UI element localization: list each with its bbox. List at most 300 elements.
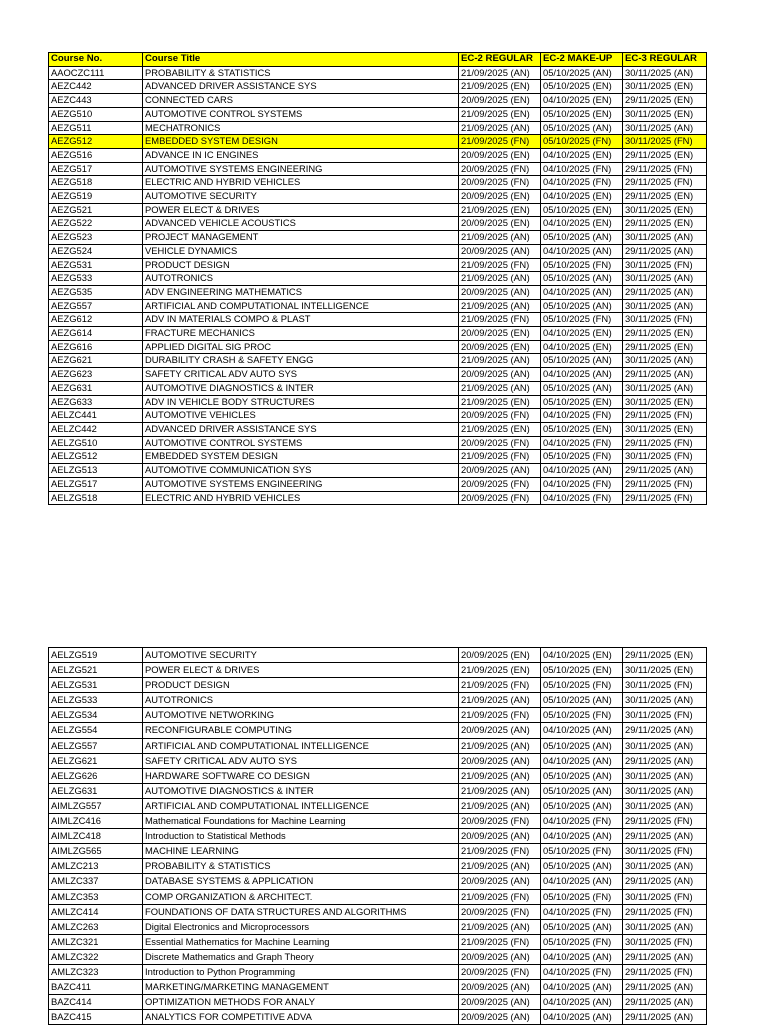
- header-ec2-regular: EC-2 REGULAR: [459, 53, 541, 67]
- course-title-cell: AUTOTRONICS: [143, 693, 459, 708]
- course-title-cell: AUTOMOTIVE COMMUNICATION SYS: [143, 464, 459, 478]
- course-no-cell: AEZG557: [49, 299, 143, 313]
- ec2-makeup-cell: 04/10/2025 (AN): [541, 980, 623, 995]
- ec2-makeup-cell: 04/10/2025 (FN): [541, 162, 623, 176]
- ec2-regular-cell: 21/09/2025 (AN): [459, 299, 541, 313]
- course-no-cell: BAZC411: [49, 980, 143, 995]
- ec2-makeup-cell: 05/10/2025 (AN): [541, 859, 623, 874]
- course-no-cell: AEZG612: [49, 313, 143, 327]
- course-title-cell: ADVANCED DRIVER ASSISTANCE SYS: [143, 422, 459, 436]
- ec2-makeup-cell: 04/10/2025 (AN): [541, 244, 623, 258]
- ec2-regular-cell: 20/09/2025 (EN): [459, 327, 541, 341]
- ec2-makeup-cell: 05/10/2025 (AN): [541, 919, 623, 934]
- ec3-regular-cell: 30/11/2025 (AN): [623, 768, 707, 783]
- ec2-regular-cell: 20/09/2025 (AN): [459, 753, 541, 768]
- ec3-regular-cell: 29/11/2025 (AN): [623, 464, 707, 478]
- course-no-cell: AEZG621: [49, 354, 143, 368]
- course-title-cell: Introduction to Python Programming: [143, 964, 459, 979]
- course-no-cell: AIMLZC418: [49, 829, 143, 844]
- course-title-cell: AUTOMOTIVE SYSTEMS ENGINEERING: [143, 477, 459, 491]
- course-no-cell: AELZG554: [49, 723, 143, 738]
- ec2-makeup-cell: 05/10/2025 (AN): [541, 768, 623, 783]
- course-no-cell: AEZG616: [49, 340, 143, 354]
- table-row: [49, 829, 707, 844]
- ec2-regular-cell: 21/09/2025 (EN): [459, 203, 541, 217]
- ec3-regular-cell: 29/11/2025 (FN): [623, 964, 707, 979]
- ec2-makeup-cell: 04/10/2025 (AN): [541, 285, 623, 299]
- ec2-regular-cell: 21/09/2025 (FN): [459, 889, 541, 904]
- table-row: [49, 272, 707, 286]
- ec2-regular-cell: 21/09/2025 (FN): [459, 678, 541, 693]
- ec3-regular-cell: 29/11/2025 (AN): [623, 980, 707, 995]
- ec2-regular-cell: 20/09/2025 (EN): [459, 217, 541, 231]
- ec2-regular-cell: 21/09/2025 (EN): [459, 422, 541, 436]
- course-no-cell: AELZG557: [49, 738, 143, 753]
- ec2-regular-cell: 21/09/2025 (FN): [459, 135, 541, 149]
- ec2-regular-cell: 21/09/2025 (FN): [459, 258, 541, 272]
- ec2-regular-cell: 21/09/2025 (FN): [459, 934, 541, 949]
- course-title-cell: FRACTURE MECHANICS: [143, 327, 459, 341]
- ec2-makeup-cell: 04/10/2025 (AN): [541, 723, 623, 738]
- table-row: [49, 814, 707, 829]
- course-title-cell: ADV ENGINEERING MATHEMATICS: [143, 285, 459, 299]
- course-no-cell: AELZC442: [49, 422, 143, 436]
- ec2-makeup-cell: 05/10/2025 (AN): [541, 693, 623, 708]
- course-title-cell: ADVANCED DRIVER ASSISTANCE SYS: [143, 80, 459, 94]
- ec2-makeup-cell: 04/10/2025 (AN): [541, 464, 623, 478]
- table-row: [49, 107, 707, 121]
- ec2-makeup-cell: 05/10/2025 (FN): [541, 708, 623, 723]
- ec2-regular-cell: 20/09/2025 (AN): [459, 285, 541, 299]
- ec2-makeup-cell: 05/10/2025 (EN): [541, 422, 623, 436]
- course-no-cell: AEZG524: [49, 244, 143, 258]
- ec3-regular-cell: 29/11/2025 (EN): [623, 94, 707, 108]
- table-row: [49, 693, 707, 708]
- ec3-regular-cell: 30/11/2025 (AN): [623, 738, 707, 753]
- header-row: [49, 53, 707, 67]
- table-row: [49, 94, 707, 108]
- ec2-makeup-cell: 05/10/2025 (FN): [541, 889, 623, 904]
- course-no-cell: AEZC443: [49, 94, 143, 108]
- ec2-regular-cell: 20/09/2025 (AN): [459, 723, 541, 738]
- table-row: [49, 798, 707, 813]
- table-1-body: [49, 66, 707, 505]
- course-no-cell: AEZG535: [49, 285, 143, 299]
- ec2-regular-cell: 20/09/2025 (EN): [459, 340, 541, 354]
- ec3-regular-cell: 30/11/2025 (EN): [623, 422, 707, 436]
- ec2-makeup-cell: 05/10/2025 (AN): [541, 783, 623, 798]
- ec3-regular-cell: 30/11/2025 (FN): [623, 889, 707, 904]
- ec2-regular-cell: 21/09/2025 (FN): [459, 450, 541, 464]
- course-title-cell: ELECTRIC AND HYBRID VEHICLES: [143, 491, 459, 505]
- ec2-regular-cell: 20/09/2025 (AN): [459, 995, 541, 1010]
- ec3-regular-cell: 29/11/2025 (FN): [623, 477, 707, 491]
- course-no-cell: AELZG519: [49, 648, 143, 663]
- ec3-regular-cell: 30/11/2025 (AN): [623, 693, 707, 708]
- table-2-body: [49, 648, 707, 1025]
- course-no-cell: AMLZC323: [49, 964, 143, 979]
- table-row: [49, 477, 707, 491]
- course-no-cell: AEZG511: [49, 121, 143, 135]
- table-row: [49, 663, 707, 678]
- ec3-regular-cell: 29/11/2025 (AN): [623, 995, 707, 1010]
- ec2-makeup-cell: 05/10/2025 (AN): [541, 66, 623, 80]
- ec3-regular-cell: 29/11/2025 (AN): [623, 874, 707, 889]
- ec2-regular-cell: 20/09/2025 (EN): [459, 94, 541, 108]
- ec2-regular-cell: 20/09/2025 (FN): [459, 436, 541, 450]
- ec2-regular-cell: 20/09/2025 (FN): [459, 176, 541, 190]
- ec2-makeup-cell: 04/10/2025 (FN): [541, 814, 623, 829]
- course-title-cell: ANALYTICS FOR COMPETITIVE ADVA: [143, 1010, 459, 1025]
- table-row: [49, 381, 707, 395]
- table-row: [49, 258, 707, 272]
- ec2-makeup-cell: 05/10/2025 (EN): [541, 203, 623, 217]
- ec3-regular-cell: 29/11/2025 (AN): [623, 753, 707, 768]
- course-no-cell: AEZG623: [49, 368, 143, 382]
- course-title-cell: PRODUCT DESIGN: [143, 258, 459, 272]
- ec2-makeup-cell: 04/10/2025 (AN): [541, 995, 623, 1010]
- ec3-regular-cell: 29/11/2025 (AN): [623, 244, 707, 258]
- ec2-regular-cell: 20/09/2025 (AN): [459, 1010, 541, 1025]
- ec3-regular-cell: 30/11/2025 (FN): [623, 258, 707, 272]
- ec3-regular-cell: 29/11/2025 (EN): [623, 217, 707, 231]
- course-no-cell: AELZG621: [49, 753, 143, 768]
- course-no-cell: AMLZC321: [49, 934, 143, 949]
- ec3-regular-cell: 30/11/2025 (EN): [623, 395, 707, 409]
- ec3-regular-cell: 29/11/2025 (FN): [623, 162, 707, 176]
- course-no-cell: AEZG516: [49, 148, 143, 162]
- header-ec3-regular: EC-3 REGULAR: [623, 53, 707, 67]
- course-title-cell: DATABASE SYSTEMS & APPLICATION: [143, 874, 459, 889]
- ec2-regular-cell: 20/09/2025 (FN): [459, 964, 541, 979]
- ec2-regular-cell: 20/09/2025 (AN): [459, 980, 541, 995]
- ec2-makeup-cell: 04/10/2025 (EN): [541, 648, 623, 663]
- ec3-regular-cell: 30/11/2025 (FN): [623, 678, 707, 693]
- course-no-cell: AIMLZG565: [49, 844, 143, 859]
- course-title-cell: AUTOMOTIVE DIAGNOSTICS & INTER: [143, 381, 459, 395]
- course-no-cell: AMLZC353: [49, 889, 143, 904]
- table-row: [49, 874, 707, 889]
- course-no-cell: AEZG517: [49, 162, 143, 176]
- table-row: [49, 190, 707, 204]
- ec2-makeup-cell: 04/10/2025 (EN): [541, 94, 623, 108]
- table-row: [49, 217, 707, 231]
- ec2-regular-cell: 20/09/2025 (FN): [459, 477, 541, 491]
- ec2-regular-cell: 21/09/2025 (AN): [459, 272, 541, 286]
- ec3-regular-cell: 30/11/2025 (AN): [623, 121, 707, 135]
- ec2-makeup-cell: 04/10/2025 (FN): [541, 904, 623, 919]
- table-row: [49, 327, 707, 341]
- ec2-regular-cell: 21/09/2025 (EN): [459, 663, 541, 678]
- course-title-cell: AUTOMOTIVE CONTROL SYSTEMS: [143, 436, 459, 450]
- table-row: [49, 244, 707, 258]
- table-row: [49, 450, 707, 464]
- course-title-cell: ELECTRIC AND HYBRID VEHICLES: [143, 176, 459, 190]
- course-no-cell: AELZG512: [49, 450, 143, 464]
- table-row: [49, 753, 707, 768]
- ec2-regular-cell: 21/09/2025 (AN): [459, 354, 541, 368]
- ec2-regular-cell: 21/09/2025 (FN): [459, 313, 541, 327]
- table-row: [49, 299, 707, 313]
- course-title-cell: AUTOMOTIVE NETWORKING: [143, 708, 459, 723]
- course-title-cell: FOUNDATIONS OF DATA STRUCTURES AND ALGORITHMS: [143, 904, 459, 919]
- ec2-makeup-cell: 05/10/2025 (AN): [541, 121, 623, 135]
- course-no-cell: AIMLZG557: [49, 798, 143, 813]
- ec3-regular-cell: 29/11/2025 (EN): [623, 327, 707, 341]
- ec2-regular-cell: 20/09/2025 (EN): [459, 190, 541, 204]
- course-no-cell: AMLZC322: [49, 949, 143, 964]
- ec2-regular-cell: 21/09/2025 (AN): [459, 859, 541, 874]
- header-ec2-makeup: EC-2 MAKE-UP: [541, 53, 623, 67]
- ec2-makeup-cell: 05/10/2025 (FN): [541, 258, 623, 272]
- course-title-cell: DURABILITY CRASH & SAFETY ENGG: [143, 354, 459, 368]
- ec2-makeup-cell: 04/10/2025 (FN): [541, 964, 623, 979]
- course-no-cell: AEZC442: [49, 80, 143, 94]
- ec2-makeup-cell: 04/10/2025 (EN): [541, 148, 623, 162]
- ec3-regular-cell: 30/11/2025 (AN): [623, 919, 707, 934]
- ec2-regular-cell: 20/09/2025 (AN): [459, 874, 541, 889]
- course-no-cell: AEZG523: [49, 231, 143, 245]
- ec2-makeup-cell: 04/10/2025 (AN): [541, 949, 623, 964]
- ec3-regular-cell: 29/11/2025 (EN): [623, 190, 707, 204]
- ec2-makeup-cell: 05/10/2025 (FN): [541, 678, 623, 693]
- ec2-regular-cell: 20/09/2025 (FN): [459, 162, 541, 176]
- course-no-cell: AEZG631: [49, 381, 143, 395]
- course-title-cell: Digital Electronics and Microprocessors: [143, 919, 459, 934]
- course-title-cell: ARTIFICIAL AND COMPUTATIONAL INTELLIGENCE: [143, 738, 459, 753]
- ec2-regular-cell: 21/09/2025 (AN): [459, 693, 541, 708]
- exam-schedule-table-2: [48, 647, 707, 1025]
- ec3-regular-cell: 29/11/2025 (AN): [623, 368, 707, 382]
- ec2-makeup-cell: 04/10/2025 (EN): [541, 340, 623, 354]
- course-no-cell: AEZG633: [49, 395, 143, 409]
- course-title-cell: Discrete Mathematics and Graph Theory: [143, 949, 459, 964]
- course-title-cell: Mathematical Foundations for Machine Learning: [143, 814, 459, 829]
- table-row: [49, 783, 707, 798]
- ec2-makeup-cell: 04/10/2025 (FN): [541, 176, 623, 190]
- ec2-makeup-cell: 05/10/2025 (AN): [541, 299, 623, 313]
- ec2-regular-cell: 20/09/2025 (AN): [459, 464, 541, 478]
- ec3-regular-cell: 29/11/2025 (FN): [623, 904, 707, 919]
- course-title-cell: POWER ELECT & DRIVES: [143, 203, 459, 217]
- ec2-makeup-cell: 04/10/2025 (EN): [541, 327, 623, 341]
- ec2-makeup-cell: 05/10/2025 (AN): [541, 738, 623, 753]
- ec2-makeup-cell: 05/10/2025 (EN): [541, 663, 623, 678]
- ec2-makeup-cell: 05/10/2025 (FN): [541, 844, 623, 859]
- table-row: [49, 995, 707, 1010]
- course-no-cell: AMLZC213: [49, 859, 143, 874]
- course-no-cell: AEZG512: [49, 135, 143, 149]
- course-no-cell: AMLZC337: [49, 874, 143, 889]
- table-row: [49, 203, 707, 217]
- course-title-cell: Essential Mathematics for Machine Learning: [143, 934, 459, 949]
- header-course-no: Course No.: [49, 53, 143, 67]
- ec2-makeup-cell: 05/10/2025 (EN): [541, 107, 623, 121]
- table-row: [49, 919, 707, 934]
- course-no-cell: AEZG519: [49, 190, 143, 204]
- ec2-makeup-cell: 04/10/2025 (FN): [541, 436, 623, 450]
- course-title-cell: AUTOTRONICS: [143, 272, 459, 286]
- ec2-regular-cell: 20/09/2025 (AN): [459, 829, 541, 844]
- course-title-cell: MARKETING/MARKETING MANAGEMENT: [143, 980, 459, 995]
- ec2-regular-cell: 21/09/2025 (AN): [459, 231, 541, 245]
- ec3-regular-cell: 30/11/2025 (FN): [623, 313, 707, 327]
- course-title-cell: AUTOMOTIVE SYSTEMS ENGINEERING: [143, 162, 459, 176]
- course-title-cell: ARTIFICIAL AND COMPUTATIONAL INTELLIGENCE: [143, 299, 459, 313]
- course-no-cell: AELZG510: [49, 436, 143, 450]
- table-row: [49, 422, 707, 436]
- table-row: [49, 949, 707, 964]
- table-row: [49, 889, 707, 904]
- course-title-cell: ADVANCED VEHICLE ACOUSTICS: [143, 217, 459, 231]
- course-no-cell: AEZG531: [49, 258, 143, 272]
- ec3-regular-cell: 30/11/2025 (AN): [623, 381, 707, 395]
- ec2-makeup-cell: 05/10/2025 (FN): [541, 135, 623, 149]
- ec3-regular-cell: 30/11/2025 (AN): [623, 859, 707, 874]
- course-no-cell: AEZG510: [49, 107, 143, 121]
- course-no-cell: AEZG522: [49, 217, 143, 231]
- ec2-makeup-cell: 04/10/2025 (AN): [541, 368, 623, 382]
- ec3-regular-cell: 29/11/2025 (EN): [623, 648, 707, 663]
- course-title-cell: POWER ELECT & DRIVES: [143, 663, 459, 678]
- table-row: [49, 844, 707, 859]
- table-row: [49, 491, 707, 505]
- course-no-cell: AELZG626: [49, 768, 143, 783]
- table-row: [49, 368, 707, 382]
- course-title-cell: AUTOMOTIVE SECURITY: [143, 648, 459, 663]
- course-no-cell: AELZG531: [49, 678, 143, 693]
- course-no-cell: AELZG521: [49, 663, 143, 678]
- table-row: [49, 934, 707, 949]
- ec2-makeup-cell: 05/10/2025 (FN): [541, 450, 623, 464]
- course-title-cell: MECHATRONICS: [143, 121, 459, 135]
- ec2-makeup-cell: 05/10/2025 (AN): [541, 798, 623, 813]
- ec3-regular-cell: 30/11/2025 (FN): [623, 708, 707, 723]
- ec3-regular-cell: 30/11/2025 (AN): [623, 231, 707, 245]
- table-row: [49, 859, 707, 874]
- ec2-makeup-cell: 04/10/2025 (FN): [541, 409, 623, 423]
- table-row: [49, 678, 707, 693]
- course-title-cell: RECONFIGURABLE COMPUTING: [143, 723, 459, 738]
- ec3-regular-cell: 29/11/2025 (AN): [623, 285, 707, 299]
- ec3-regular-cell: 29/11/2025 (FN): [623, 176, 707, 190]
- ec2-makeup-cell: 04/10/2025 (AN): [541, 874, 623, 889]
- course-title-cell: Introduction to Statistical Methods: [143, 829, 459, 844]
- table-row: [49, 231, 707, 245]
- ec3-regular-cell: 29/11/2025 (EN): [623, 148, 707, 162]
- course-no-cell: AAOCZC111: [49, 66, 143, 80]
- ec2-makeup-cell: 05/10/2025 (FN): [541, 313, 623, 327]
- course-no-cell: AEZG614: [49, 327, 143, 341]
- table-row: [49, 768, 707, 783]
- course-title-cell: ARTIFICIAL AND COMPUTATIONAL INTELLIGENCE: [143, 798, 459, 813]
- table-row: [49, 964, 707, 979]
- table-row: [49, 148, 707, 162]
- ec3-regular-cell: 29/11/2025 (AN): [623, 829, 707, 844]
- ec2-regular-cell: 20/09/2025 (AN): [459, 949, 541, 964]
- course-title-cell: ADV IN VEHICLE BODY STRUCTURES: [143, 395, 459, 409]
- ec2-makeup-cell: 05/10/2025 (EN): [541, 395, 623, 409]
- course-no-cell: BAZC414: [49, 995, 143, 1010]
- ec2-makeup-cell: 04/10/2025 (FN): [541, 491, 623, 505]
- ec2-makeup-cell: 05/10/2025 (AN): [541, 231, 623, 245]
- table-row: [49, 436, 707, 450]
- ec2-makeup-cell: 05/10/2025 (EN): [541, 80, 623, 94]
- ec3-regular-cell: 30/11/2025 (AN): [623, 798, 707, 813]
- table-row: [49, 980, 707, 995]
- course-title-cell: VEHICLE DYNAMICS: [143, 244, 459, 258]
- ec2-makeup-cell: 05/10/2025 (AN): [541, 354, 623, 368]
- ec3-regular-cell: 30/11/2025 (AN): [623, 299, 707, 313]
- table-row: [49, 285, 707, 299]
- ec2-makeup-cell: 04/10/2025 (EN): [541, 190, 623, 204]
- ec3-regular-cell: 30/11/2025 (FN): [623, 135, 707, 149]
- ec2-regular-cell: 21/09/2025 (AN): [459, 798, 541, 813]
- ec2-regular-cell: 20/09/2025 (AN): [459, 244, 541, 258]
- course-title-cell: CONNECTED CARS: [143, 94, 459, 108]
- course-title-cell: PRODUCT DESIGN: [143, 678, 459, 693]
- course-title-cell: MACHINE LEARNING: [143, 844, 459, 859]
- ec2-regular-cell: 21/09/2025 (AN): [459, 738, 541, 753]
- table-row: [49, 354, 707, 368]
- course-title-cell: PROBABILITY & STATISTICS: [143, 859, 459, 874]
- table-row: [49, 313, 707, 327]
- ec3-regular-cell: 29/11/2025 (AN): [623, 1010, 707, 1025]
- ec3-regular-cell: 29/11/2025 (FN): [623, 436, 707, 450]
- course-title-cell: AUTOMOTIVE VEHICLES: [143, 409, 459, 423]
- exam-schedule-table-1: [48, 52, 707, 505]
- course-no-cell: AELZC441: [49, 409, 143, 423]
- course-title-cell: EMBEDDED SYSTEM DESIGN: [143, 450, 459, 464]
- table-row: [49, 135, 707, 149]
- ec3-regular-cell: 30/11/2025 (FN): [623, 450, 707, 464]
- header-course-title: Course Title: [143, 53, 459, 67]
- ec3-regular-cell: 30/11/2025 (EN): [623, 663, 707, 678]
- ec3-regular-cell: 30/11/2025 (EN): [623, 80, 707, 94]
- ec3-regular-cell: 29/11/2025 (EN): [623, 340, 707, 354]
- ec3-regular-cell: 29/11/2025 (AN): [623, 949, 707, 964]
- course-title-cell: AUTOMOTIVE DIAGNOSTICS & INTER: [143, 783, 459, 798]
- course-no-cell: AIMLZC416: [49, 814, 143, 829]
- ec2-makeup-cell: 05/10/2025 (AN): [541, 381, 623, 395]
- ec2-regular-cell: 21/09/2025 (FN): [459, 844, 541, 859]
- course-title-cell: COMP ORGANIZATION & ARCHITECT.: [143, 889, 459, 904]
- ec2-regular-cell: 21/09/2025 (AN): [459, 783, 541, 798]
- course-no-cell: AELZG631: [49, 783, 143, 798]
- ec2-regular-cell: 21/09/2025 (AN): [459, 121, 541, 135]
- ec2-regular-cell: 20/09/2025 (FN): [459, 491, 541, 505]
- course-no-cell: AEZG518: [49, 176, 143, 190]
- ec2-regular-cell: 21/09/2025 (FN): [459, 708, 541, 723]
- ec3-regular-cell: 30/11/2025 (AN): [623, 272, 707, 286]
- course-title-cell: AUTOMOTIVE CONTROL SYSTEMS: [143, 107, 459, 121]
- table-row: [49, 340, 707, 354]
- table-row: [49, 176, 707, 190]
- course-title-cell: OPTIMIZATION METHODS FOR ANALY: [143, 995, 459, 1010]
- course-title-cell: HARDWARE SOFTWARE CO DESIGN: [143, 768, 459, 783]
- course-no-cell: AELZG533: [49, 693, 143, 708]
- course-no-cell: BAZC415: [49, 1010, 143, 1025]
- ec2-regular-cell: 21/09/2025 (AN): [459, 381, 541, 395]
- table-row: [49, 409, 707, 423]
- table-row: [49, 464, 707, 478]
- ec2-regular-cell: 21/09/2025 (AN): [459, 768, 541, 783]
- ec2-makeup-cell: 05/10/2025 (FN): [541, 934, 623, 949]
- table-row: [49, 162, 707, 176]
- ec3-regular-cell: 30/11/2025 (EN): [623, 203, 707, 217]
- table-row: [49, 121, 707, 135]
- ec3-regular-cell: 30/11/2025 (FN): [623, 844, 707, 859]
